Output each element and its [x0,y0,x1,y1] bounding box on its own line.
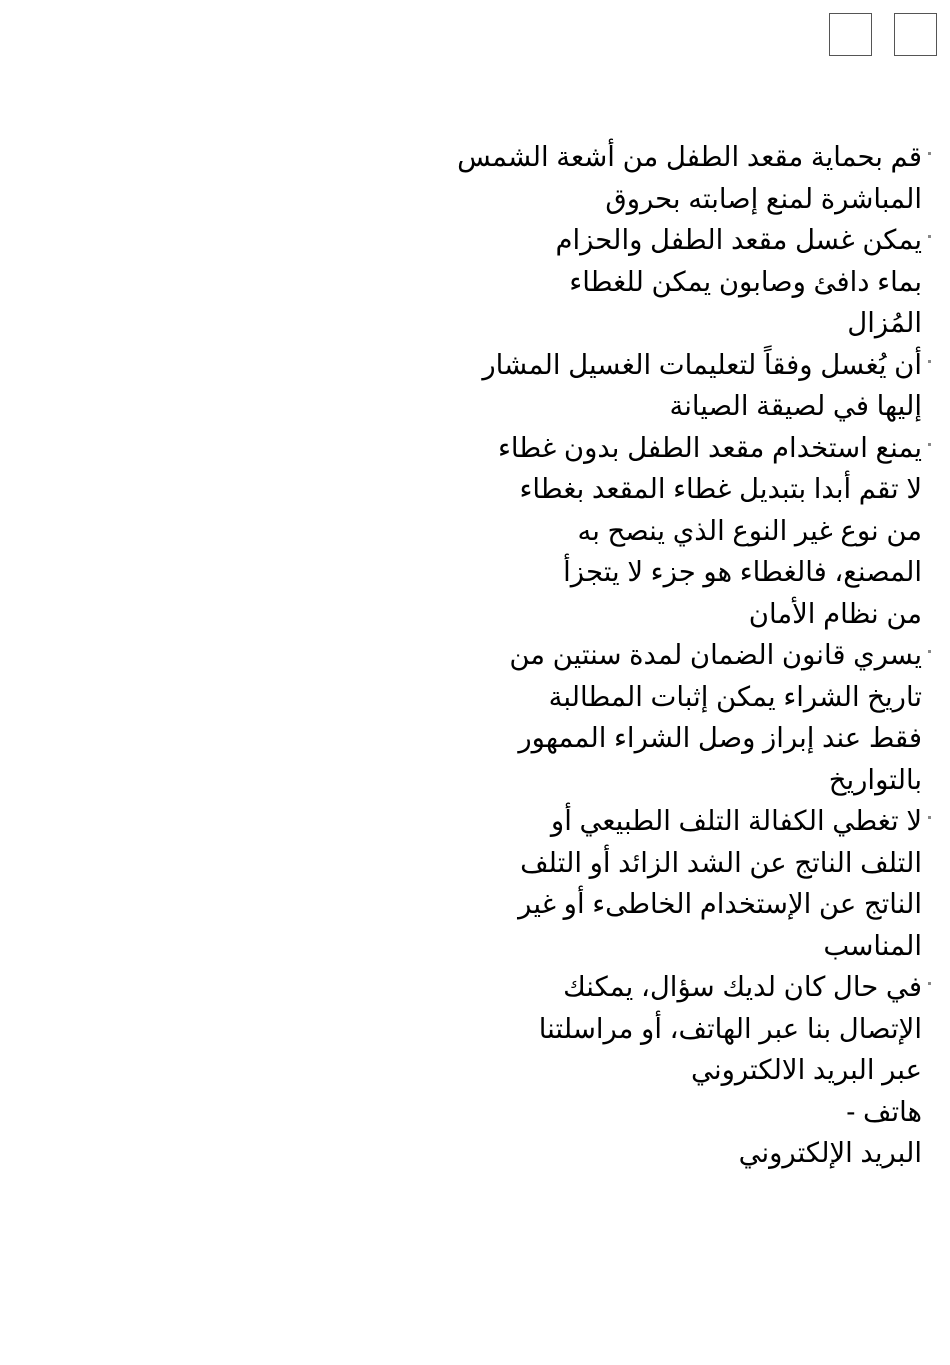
list-item [462,966,922,1174]
text-line: التلف الناتج عن الشد الزائد أو التلف [520,846,922,878]
text-line: من نوع غير النوع الذي ينصح به [577,514,922,546]
checkbox-square [829,13,872,56]
text-line: يمكن غسل مقعد الطفل والحزام [555,224,922,255]
list-item [457,136,922,219]
list-item [462,427,922,635]
text-line: يسري قانون الضمان لمدة سنتين من [509,639,922,670]
text-line: عبر البريد الالكتروني [691,1054,922,1085]
text-line: في حال كان لديك سؤال، يمكنك [563,971,922,1002]
text-line: الإتصال بنا عبر الهاتف، أو مراسلتنا [538,1012,922,1044]
text-line: لا تغطي الكفالة التلف الطبيعي أو [550,805,922,836]
text-line: تاريخ الشراء يمكن إثبات المطالبة [548,680,922,712]
list-item [462,219,922,344]
text-line: بالتواريخ [828,763,922,795]
text-line: المُزال [847,307,922,338]
checkbox-square [894,13,937,56]
text-line: من نظام الأمان [748,597,922,629]
bullet-icon [928,152,931,155]
text-line: قم بحماية مقعد الطفل من أشعة الشمس [457,141,922,172]
bullet-icon [928,816,931,819]
bullet-icon [928,443,931,446]
phone-label: هاتف - [846,1095,922,1127]
text-line: إليها في لصيقة الصيانة [669,390,922,421]
text-line: أن يُغسل وفقاً لتعليمات الغسيل المشار [482,348,922,380]
bullet-icon [928,360,931,363]
email-label: البريد الإلكتروني [738,1137,922,1168]
text-line: لا تقم أبدا بتبديل غطاء المقعد بغطاء [519,473,922,504]
instructions-list [457,136,922,1174]
list-item [462,634,922,800]
text-line: المناسب [823,929,922,961]
bullet-icon [928,982,931,985]
text-line: يمنع استخدام مقعد الطفل بدون غطاء [498,431,922,463]
list-item [462,344,922,427]
text-line: فقط عند إبراز وصل الشراء الممهور [518,722,922,753]
text-line: المباشرة لمنع إصابته بحروق [605,182,922,214]
bullet-icon [928,650,931,653]
text-line: الناتج عن الإستخدام الخاطىء أو غير [518,888,922,919]
text-line: المصنع، فالغطاء هو جزء لا يتجزأ [563,556,922,587]
list-item [462,800,922,966]
bullet-icon [928,235,931,238]
text-line: بماء دافئ وصابون يمكن للغطاء [569,265,922,297]
